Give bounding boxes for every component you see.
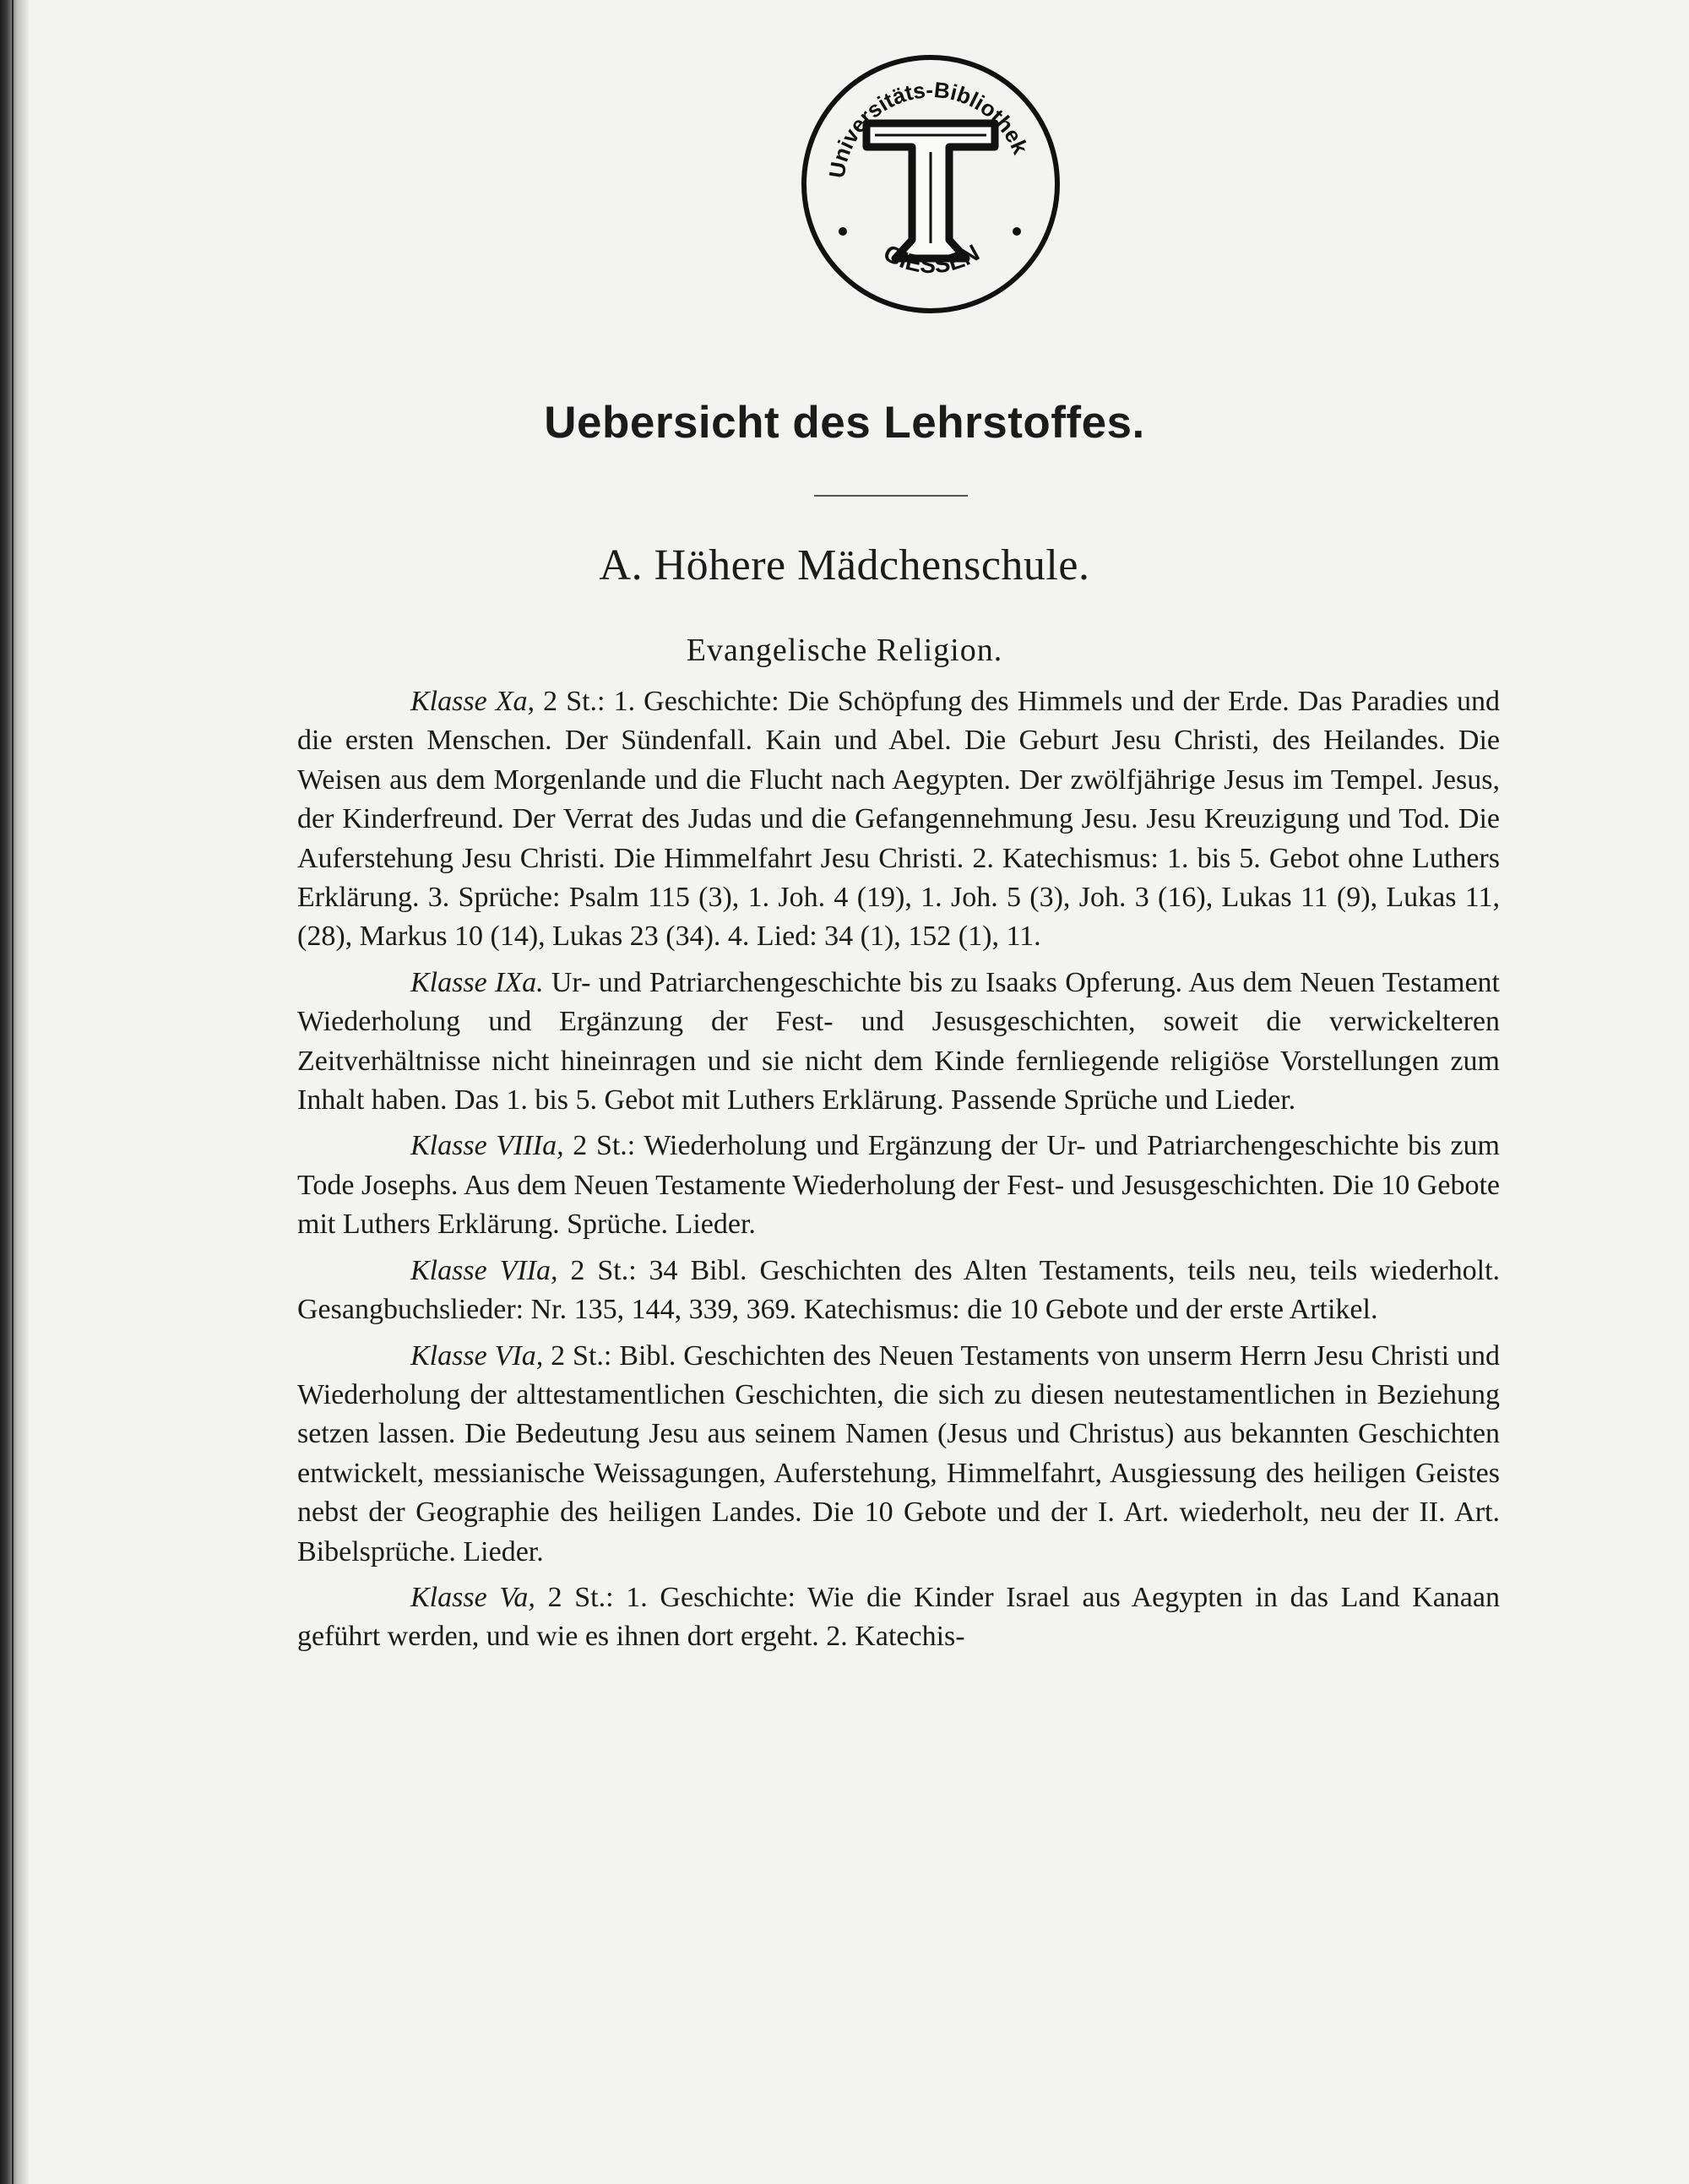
paragraph-text: 2 St.: Wiederholung und Ergänzung der Ur- und Patriarchengeschichte bis zum Tode Josephs. Aus dem Neuen Testamente Wiederholung der Fest- und Jesusgeschichten. Die 10 Gebote mit Luthers Erklärung. Sprüche. Lieder. [297, 1130, 1500, 1241]
paragraph-klasse-viiia [297, 1127, 1500, 1244]
paragraph-text: 2 St.: Bibl. Geschichten des Neuen Testaments von unserm Herrn Jesu Christi und Wiederholung der alttestamentlichen Geschichten, die sich zu diesen neutestamentlichen in Beziehung setzen lassen. Die Bedeutung Jesu aus seinem Namen (Jesus und Christus) aus bekannten Geschichten entwickelt, messianische Weissagungen, Auferstehung, Himmelfahrt, Ausgiessung des heiligen Geistes nebst der Geographie des heiligen Landes. Die 10 Gebote und der I. Art. wiederholt, neu der II. Art. Bibelsprüche. Lieder. [297, 1339, 1500, 1567]
paragraph-text: Ur- und Patriarchengeschichte bis zu Isaaks Opferung. Aus dem Neuen Testament Wiederholung und Ergänzung der Fest- und Jesusgeschichten, soweit die verwickelteren Zeitverhältnisse nicht hineinragen und sie nicht dem Kinde fernliegende religiöse Vorstellungen zum Inhalt haben. Das 1. bis 5. Gebot mit Luthers Erklärung. Passende Sprüche und Lieder. [297, 966, 1500, 1116]
paragraph-klasse-ixa [297, 964, 1500, 1121]
paragraph-klasse-xa [297, 682, 1500, 957]
stamp-text-bottom: GIESSEN [879, 239, 984, 279]
section-heading: A. Höhere Mädchenschule. [599, 541, 1090, 589]
klasse-label: Klasse VIIa, [410, 1254, 558, 1286]
klasse-label: Klasse IXa. [410, 966, 544, 998]
title-divider [814, 495, 968, 497]
page-title: Uebersicht des Lehrstoffes. [544, 398, 1145, 448]
klasse-label: Klasse Va, [410, 1581, 535, 1613]
stamp-text-top: Universitäts-Bibliothek [823, 77, 1034, 180]
paragraph-text: 2 St.: 34 Bibl. Geschichten des Alten Testaments, teils neu, teils wiederholt. Gesangbuchslieder: Nr. 135, 144, 339, 369. Katechismus: die 10 Gebote und der erste Artikel. [297, 1254, 1501, 1326]
paragraph-text: 2 St.: 1. Geschichte: Die Schöpfung des Himmels und der Erde. Das Paradies und die ersten Menschen. Der Sündenfall. Kain und Abel. Die Geburt Jesu Christi, des Heilandes. Die Weisen aus dem Morgenlande und die Flucht nach Aegypten. Der zwölfjährige Jesus im Tempel. Jesus, der Kinderfreund. Der Verrat des Judas und die Gefangennehmung Jesu. Jesu Kreuzigung und Tod. Die Auferstehung Jesu Christi. Die Himmelfahrt Jesu Christi. 2. Katechismus: 1. bis 5. Gebot ohne Luthers Erklärung. 3. Sprüche: Psalm 115 (3), 1. Joh. 4 (19), 1. Joh. 5 (3), Joh. 3 (16), Lukas 11 (9), Lukas 11, (28), Markus 10 (14), Lukas 23 (34). 4. Lied: 34 (1), 152 (1), 11. [297, 686, 1500, 953]
paragraph-klasse-via [297, 1337, 1500, 1572]
klasse-label: Klasse Xa, [410, 686, 535, 717]
paragraph-text: 2 St.: 1. Geschichte: Wie die Kinder Israel aus Aegypten in das Land Kanaan geführt werden, und wie es ihnen dort ergeht. 2. Katechis- [297, 1581, 1500, 1653]
paragraph-klasse-viia [297, 1252, 1500, 1330]
subject-heading: Evangelische Religion. [686, 633, 1003, 668]
klasse-label: Klasse VIa, [410, 1339, 544, 1372]
lesson-text [297, 682, 1500, 1664]
spine-edge [12, 0, 14, 2184]
book-spine [0, 0, 29, 2184]
library-stamp [799, 52, 1062, 316]
klasse-label: Klasse VIIIa, [410, 1130, 564, 1162]
paragraph-klasse-va [297, 1578, 1500, 1657]
